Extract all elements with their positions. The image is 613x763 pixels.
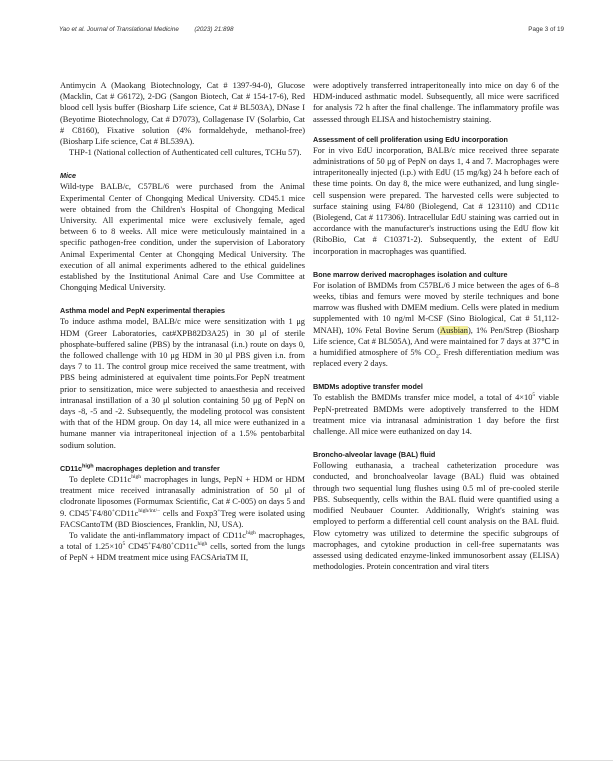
left-column (60, 80, 305, 564)
edu-paragraph: For in vivo EdU incorporation, BALB/c mice received three separate administrations of 50 μg of PepN on days 1, 4 and 7. Macrophages were intraperitoneally injected (i.p.) with EdU (15 mg/kg) 24 h before each of these time points. On day 8, the mice were euthanized, and lung single-cell suspension were prepared. The harvested cells were subjected to surface staining using F4/80 (Biolegend, Cat # 123110) and CD11c (Biolegend, Cat # 117306). Intracellular EdU staining was carried out in accordance with the manufacturer's instructions using the EdU flow kit (RiboBio, Cat # C10371-2). Subsequently, the extent of EdU incorporation in macrophages was quantified. (313, 145, 559, 256)
citation-ref: (2023) 21:898 (194, 26, 234, 33)
section-heading-asthma: Asthma model and PepN experimental therapies (60, 306, 225, 316)
transfer-continued-paragraph: were adoptively transferred intraperitoneally into mice on day 6 of the HDM-induced asthmatic model. Subsequently, all mice were sacrificed for analysis 72 h after the final challenge. The inflammatory profile was assessed through ELISA and histochemistry staining. (313, 81, 559, 124)
section-heading-bal: Broncho-alveolar lavage (BAL) fluid (313, 450, 436, 460)
reagents-paragraph: Antimycin A (Maokang Biotechnology, Cat # 1397-94-0), Glucose (Macklin, Cat # G6172), 2-DG (Sangon Biotech, Cat # 154-17-6), Red blood cell lysis buffer (Biosharp Life science, Cat # BL503A), DNase I (Beyotime Biotechnology, Cat # D7073), Collagenase IV (Solarbio, Cat # C8160), Fixative solution (4% formaldehyde, methanol-free) (Biosharp Life science, Cat # BL539A). (60, 81, 305, 147)
mice-paragraph: Wild-type BALB/c, C57BL/6 were purchased from the Animal Experimental Center of Chongqing Medical University. CD45.1 mice were obtained from the Children's Hospital of Chongqing Medical University. All experimental mice were exclusively female, aged between 6 to 8 weeks. All mice were meticulously maintained in a specific pathogen-free condition, under the supervision of Laboratory Animal Experimental Center at Chongqing Medical University. The execution of all animal experiments adhered to the ethical guidelines established by the Institutional Animal Care and Use Committee at Chongqing Medical University. (60, 182, 305, 293)
section-heading-bmdm: Bone marrow derived macrophages isolation and culture (313, 269, 508, 279)
page-edge (0, 760, 613, 761)
section-heading-bmdm-transfer: BMDMs adoptive transfer model (313, 382, 423, 392)
journal-name: Yao et al. Journal of Translational Medicine (59, 26, 179, 33)
cd11c-depletion-paragraph: To deplete $CD11c^{high}$ macrophages in lungs, PepN + HDM or HDM treatment mice received intranasally administration of 50 μl of clodronate liposomes (Formumax Scientific, Cat # C-005) on days 5 and 9. $CD45^+F4/80^+CD11c^{high/int/-}$ cells and Foxp3+Treg were isolated using FACSCantoTM (BD Biosciences, Franklin, NJ, USA). (60, 474, 305, 529)
bmdm-paragraph: For isolation of BMDMs from C57BL/6 J mice between the ages of 6–8 weeks, tibias and femurs were moved by sterile techniques and bone marrow was flushed with DMEM medium. Cells were plated in medium supplemented with 10 ng/ml M-CSF (Sino Biological, Cat # 51,112-MNAH), 10% Fetal Bovine Serum (Ausbian), 1% Pen/Strep (Biosharp Life science, Cat # BL505A), And were maintained for 7 days at 37℃ in a humidified atmosphere of 5% $CO_2$. Fresh differentiation medium was replaced every 2 days. (313, 280, 559, 369)
running-header (59, 26, 234, 33)
highlighted-text: Ausbian (440, 325, 468, 335)
page-number: Page 3 of 19 (528, 26, 564, 33)
section-heading-cd11c: $CD11c^{high}$ macrophages depletion and transfer (60, 463, 220, 473)
right-column (313, 80, 559, 572)
bal-paragraph: Following euthanasia, a tracheal catheterization procedure was conducted, and bronchoalveolar lavage (BAL) fluid was obtained through two sequential lung flushes using 0.5 ml of pre-cooled sterile PBS. Subsequently, cells within the BAL fluid were quantified using a modified Neubauer Counter. Additionally, Wright's staining was employed to perform a differential cell count analysis on the BAL fluid. Flow cytometry was utilized to determine the specific subgroups of macrophages, and cytokine production in cell-free supernatants was assessed using dedicated enzyme-linked immunosorbent assay (ELISA) methodologies. Protein concentration and viral titers (313, 461, 559, 572)
cd11c-validation-paragraph: To validate the anti-inflammatory impact of $CD11c^{high}$ macrophages, a total of $1.25\times 10^5$ $CD45^+F4/80^+CD11c^{high}$ cells, sorted from the lungs of PepN + HDM treatment mice using FACSAriaTM II, (60, 530, 305, 563)
cell-line-paragraph: THP-1 (National collection of Authenticated cell cultures, TCHu 57). (69, 148, 302, 158)
section-heading-edu: Assessment of cell proliferation using EdU incorporation (313, 134, 508, 144)
section-heading-mice: Mice (60, 171, 76, 181)
asthma-paragraph: To induce asthma model, BALB/c mice were sensitization with 1 μg HDM (Greer Laboratories, cat#XPB82D3A25) in 30 μl of sterile phosphate-buffered saline (PBS) by the intranasal (i.n.) route on days 0, the followed challenge with 10 μg HDM in 30 μl PBS given i.n. from days 7 to 11. The control group mice received the same treatment, with PBS being administered at equivalent time points.For PepN treatment prior to sensitization, mice were subjected to anaesthesia and received intranasal instillation of a 30 μl solution containing 50 μg of PepN on days -8, -5 and -2. Subsequently, the modeling protocol was consistent with that of the HDM group. On day 14, all mice were euthanized in a humane manner via intraperitoneal injection of a 1.5% pentobarbital sodium solution. (60, 317, 305, 450)
bmdm-transfer-paragraph: To establish the BMDMs transfer mice model, a total of $4\times 10^5$ viable PepN-pretreated BMDMs were adoptively transferred to the HDM treatment mice via intranasal administration 1 day before the first challenge. All mice were euthanized on day 14. (313, 392, 559, 437)
